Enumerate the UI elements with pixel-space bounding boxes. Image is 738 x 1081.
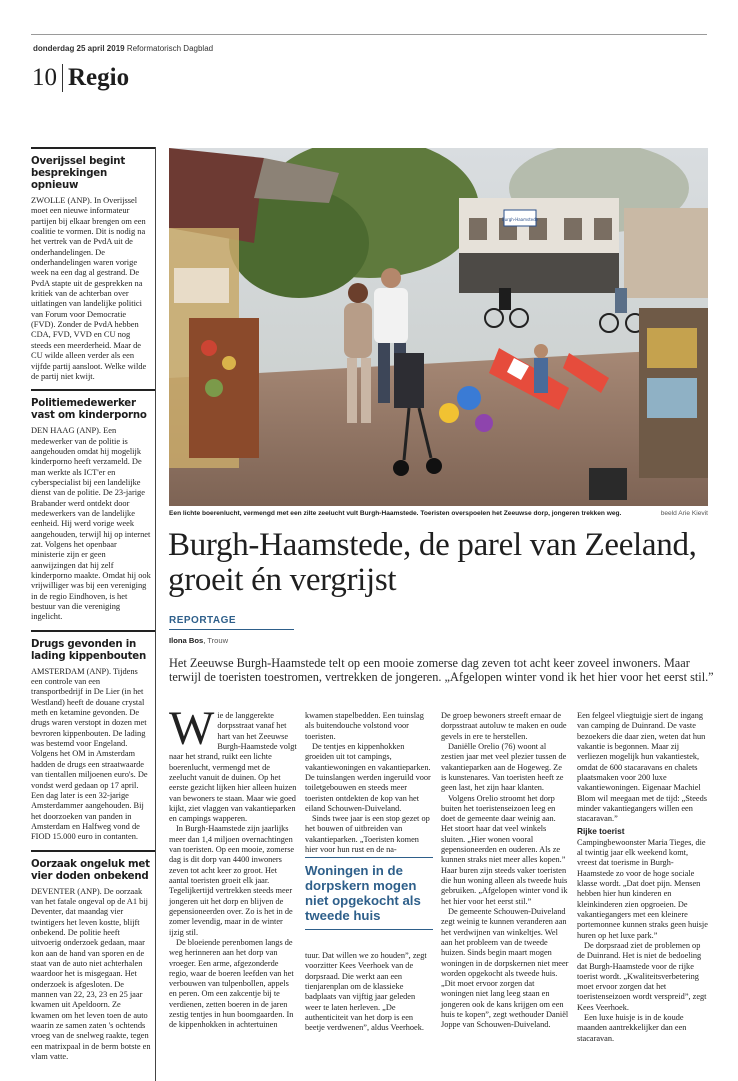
brief-drugs — [31, 630, 155, 843]
issue-date: donderdag 25 april 2019 — [33, 44, 125, 53]
page-number: 10 — [32, 64, 63, 92]
brief-title: Overijssel begint besprekingen opnieuw — [31, 156, 126, 191]
paragraph: De groep bewoners streeft ernaar de dorpsstraat autoluw te maken en oude gevels in ere te herstellen. — [441, 711, 567, 741]
paragraph: Daniëlle Orelio (76) woont al zestien jaar met veel plezier tussen de vakantieparken aan de Hogeweg. Ze is kunstenares. Van toeristen heeft ze geen last, het zijn haar klanten. — [441, 741, 567, 793]
article-column-3 — [441, 711, 569, 1031]
paragraph: In Burgh-Haamstede zijn jaarlijks meer dan 1,4 miljoen overnachtingen van toeristen. Op een mooie, zomerse dag is dit dorp van 4400 inwoners zeven tot acht keer zo groot. Het aantal toeristen groeit elk jaar. Tegelijkertijd vertrekken steeds meer jongeren uit het dorp en blijven de gepensioneerden over. Zo is het in de zomer levendig, maar in de winter ijzig stil. — [169, 824, 295, 937]
caption-text: Een lichte boerenlucht, vermengd met een zilte zeelucht vult Burgh-Haamstede. Toeristen overspoelen het Zeeuwse dorp, jongeren trekken weg. — [169, 510, 622, 517]
paragraph: De gemeente Schouwen-Duiveland zegt weinig te kunnen veranderen aan het verdwijnen van winkeltjes. Wel aan het probleem van de tweede huizen. Sinds begin maart mogen woningen in de dorpskernen niet meer worden opgekocht als tweede huis. „Dit moet ervoor zorgen dat woningen niet lang leeg staan en jongeren ook de kans krijgen om een huis te kopen”, zegt wethouder Daniël Joppe van Schouwen-Duiveland. — [441, 906, 569, 1030]
street-sign-text: Burgh-Haamstede — [501, 217, 539, 222]
paragraph: kwamen stapelbedden. Een tuinslag als buitendouche volstond voor toeristen. — [305, 711, 424, 741]
pull-quote: Woningen in de dorpskern mogen niet opgekocht als tweede huis — [305, 857, 433, 930]
brief-overijssel — [31, 147, 155, 382]
article-headline: Burgh-Haamstede, de parel van Zeeland, groeit én vergrijst — [168, 527, 697, 598]
article-column-2-continued — [305, 951, 433, 1034]
article-intro: Het Zeeuwse Burgh-Haamstede telt op een mooie zomerse dag zeven tot acht keer zoveel inwoners. Maar terwijl de toeristen toestromen, vertrekken de jongeren. „Afgelopen winter vond ik het hier voor het eerst stil.” — [169, 656, 714, 685]
photo-caption — [169, 510, 708, 517]
newspaper-name: Reformatorisch Dagblad — [126, 44, 214, 53]
photo-illustration — [169, 148, 708, 506]
paragraph: Een felgeel vliegtuigje siert de ingang van camping de Duinrand. De vaste bezoekers die daar zien, weten dat hun vakantie is begonnen. Maar zij verliezen mogelijk hun vakantiestek, omdat de 600 stacaravans en chalets plaatsmaken voor 200 luxe vakantiewoningen. Eigenaar Machiel Blom wil meegaan met de tijd: „Steeds minder vakantiegangers willen een stacaravan.” — [577, 711, 707, 824]
paragraph: Campingbewoonster Maria Tieges, die al twintig jaar elk weekend komt, vreest dat toerisme in Burgh-Haamstede zo voor de hoge sociale klasse wordt. „Dat doet pijn. Mensen hebben hier hun kinderen en kleinkinderen zien opgroeien. De vakantiegangers met een kleinere portemonnee kunnen straks geen huisje huren op het luxe park.” — [577, 837, 708, 940]
paragraph: ie de langgerekte dorpsstraat vanaf het hart van het Zeeuwse Burgh-Haamstede volgt naar het strand, ruikt een lichte boerenlucht, vermengd met de zeelucht vanuit de duinen. Op het eerste gezicht lijken hier alleen huizen van bewoners te staan. Maar wie goed kijkt, ziet vlaggen van vakantieparken en campings wapperen. — [169, 711, 297, 824]
paragraph: De dorpsraad ziet de problemen op de Duinrand. Het is niet de bedoeling dat Burgh-Haamstede voor de rijke toerist wordt. „Kwaliteitsverbetering moet ervoor zorgen dat het toeristenseizoen wordt verspreid”, zegt Kees Veerhoek. — [577, 940, 707, 1012]
byline: Ilona Bos, Trouw — [169, 636, 229, 645]
news-briefs-sidebar — [31, 147, 156, 1081]
top-rule — [31, 34, 707, 35]
article-column-1 — [169, 702, 297, 1031]
dateline — [33, 44, 213, 53]
brief-body: ZWOLLE (ANP). In Overijssel moet een nieuwe informateur partijen bij elkaar brengen om een coalitie te vormen. Dit is nodig na het vertrek van de PvdA uit de onderhandelingen. De onderhandelingen waren vorige week na een dag al gestrand. De PvdA stapte uit de gesprekken na kritiek van de achterban over uitlatingen van landelijke politici van Forum voor Democratie (FVD). Zonder de PvdA hebben CDA, FVD, VVD en CU nog steeds een meerderheid. Maar de CU wilde alleen verder als een vijfde partij aansloot. Welke wilde de partij niet kwijt. — [31, 196, 147, 381]
street-scene-photo — [169, 148, 708, 506]
paragraph: Volgens Orelio stroomt het dorp buiten het toeristenseizoen leeg en doet de gemeente daar weinig aan. Het stoort haar dat veel winkels sluiten. „Hier wonen vooral gepensioneerden en ouderen. Als ze kunnen straks niet meer alles kopen.” Haar buren zijn steeds vaker toeristen die hun woning alleen als tweede huis gebruiken. „Afgelopen winter vond ik het hier voor het eerst stil.” — [441, 793, 568, 906]
section-title: Regio — [68, 64, 130, 91]
drop-cap: W — [169, 702, 215, 755]
brief-title: Politiemedewerker vast om kinderporno — [31, 398, 147, 422]
brief-politie — [31, 389, 155, 623]
paragraph: Een luxe huisje is in de koude maanden aantrekkelijker dan een stacaravan. — [577, 1013, 687, 1043]
article-column-2 — [305, 711, 433, 855]
article-column-4 — [577, 711, 708, 1044]
article-kicker: REPORTAGE — [169, 615, 294, 630]
photo-credit: beeld Arie Kievit — [660, 510, 708, 517]
publication-name: Trouw — [207, 636, 229, 645]
page-header — [32, 60, 129, 92]
brief-body: DEVENTER (ANP). De oorzaak van het fatale ongeval op de A1 bij Deventer, dat maandag vier twintigers het leven kostte, blijft onbekend. De politie heeft uitvoerig onderzoek gedaan, maar kon aan de hand van sporen en de staat van de auto niet achterhalen waardoor het is misgegaan. Het onderzoek is afgesloten. De mannen van 22, 23, 23 en 25 jaar kwamen uit Apeldoorn. Ze kwamen om het leven toen de auto waarin ze samen zaten 's ochtends vroeg van de snelweg raakte, tegen een matrixpaal in de berm botste en vlam vatte. — [31, 886, 151, 1062]
paragraph: Sinds twee jaar is een stop gezet op het bouwen of uitbreiden van vakantieparken. „Toeristen komen hier voor hun rust en de na- — [305, 814, 430, 855]
brief-ongeluk — [31, 850, 155, 1063]
brief-body: DEN HAAG (ANP). Een medewerker van de politie is aangehouden omdat hij mogelijk kinderporno heeft verzameld. De man werkte als ICT'er en cyberspecialist bij een landelijke dienst van de politie. De 23-jarige Brabander werd ontdekt door medewerkers van de landelijke eenheid. Hij werd vorige week aangehouden, terwijl hij op internet zat. Volgens het openbaar ministerie zijn er geen aanwijzingen dat hij zelf kinderporno maakte. Omdat hij ook vrijwilliger was bij een vereniging in de regio Eindhoven, is het bestuur van die vereniging ingelicht. — [31, 426, 151, 622]
brief-body: AMSTERDAM (ANP). Tijdens een controle van een transportbedrijf in De Lier (in het Westland) heeft de douane crystal meth en ketamine gevonden. De drugs waren verstopt in dozen met bevroren kippenbouten. De lading was bestemd voor Engeland. Volgens het OM in Amsterdam hadden de drugs een straatwaarde van tientallen miljoenen euro's. De vondst werd gedaan op 17 april. Een dag later is een 32-jarige Amsterdammer aangehouden. Bij het doorzoeken van panden in Amsterdam en Halfweg vond de FIOD 15.000 euro in contanten. — [31, 666, 148, 842]
subheading: Rijke toerist — [577, 826, 625, 837]
brief-title: Oorzaak ongeluk met vier doden onbekend — [31, 858, 150, 882]
paragraph: tuur. Dat willen we zo houden”, zegt voorzitter Kees Veerhoek van de dorpsraad. Die werkt aan een tienjarenplan om de klassieke badplaats van vijftig jaar geleden weer te laten herleven. „De authenticiteit van het dorp is een beetje verdwenen”, aldus Veerhoek. — [305, 951, 427, 1033]
author-name: Ilona Bos — [169, 636, 204, 645]
brief-title: Drugs gevonden in lading kippenbouten — [31, 638, 147, 662]
paragraph: De tentjes en kippenhokken groeiden uit tot campings, vakantiewoningen en vakantieparken. De tuinslangen werden ingeruild voor toiletgebouwen en steeds meer toeristen ontdekten de kop van het eiland Schouwen-Duiveland. — [305, 741, 431, 813]
paragraph: De bloeiende perenbomen langs de weg herinneren aan het dorp van vroeger. Een arme, afgezonderde regio, waar de boeren leefden van het verbouwen van tulpenbollen, appels en peren. Om een zakcentje bij te verdienen, zetten boeren in de jaren zestig tentjes in hun boomgaarden. In de kippenhokken in achtertuinen — [169, 937, 294, 1030]
